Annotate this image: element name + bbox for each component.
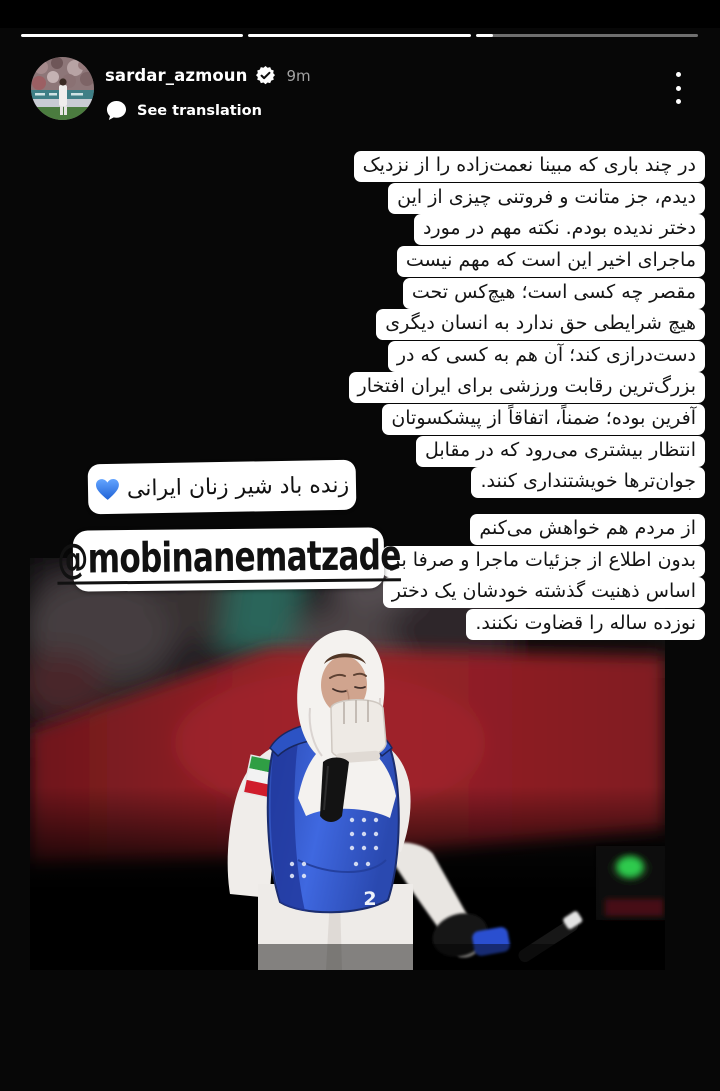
story-progress-bar (21, 34, 698, 37)
caption-paragraph-2 (382, 514, 705, 640)
mention-sticker-text: @mobinanematzade (57, 534, 401, 585)
caption-paragraph-1 (349, 151, 705, 499)
white-glove (331, 700, 386, 759)
caption-line-pill: آفرین بوده؛ ضمناً، اتفاقاً از پیشکسوتان (382, 404, 705, 435)
caption-line (382, 546, 705, 578)
caption-line-pill: دست‌درازی کند؛ آن هم به کسی که در (388, 341, 705, 372)
speech-bubble-icon (106, 100, 127, 121)
username[interactable]: sardar_azmoun (105, 66, 248, 85)
hogu-number: 2 (363, 888, 377, 910)
caption-line (466, 609, 705, 641)
caption-line (388, 183, 705, 215)
caption-line (388, 341, 705, 373)
caption-line-pill: نوزده ساله را قضاوت نکنند. (466, 609, 705, 640)
caption-line-pill: ماجرای اخیر این است که مهم نیست (397, 246, 705, 277)
caption-line (349, 372, 705, 404)
dot (676, 86, 681, 91)
dot (676, 99, 681, 104)
caption-line-pill: دختر ندیده بودم. نکته مهم در مورد (414, 214, 705, 245)
caption-line-pill: بدون اطلاع از جزئیات ماجرا و صرفا بر (382, 546, 705, 577)
progress-segment (248, 34, 470, 37)
caption-line-pill: جوان‌ترها خویشتنداری کنند. (471, 467, 705, 498)
scoreboard-lights (596, 846, 665, 920)
mention-sticker[interactable] (56, 527, 401, 591)
caption-line (470, 514, 705, 546)
caption-line (416, 435, 705, 467)
caption-line-pill: در چند باری که مبینا نعمت‌زاده را از نزدیک (354, 151, 705, 182)
verified-badge-icon (256, 66, 275, 85)
caption-line (471, 467, 705, 499)
caption-line-pill: اساس ذهنیت گذشته خودشان یک دختر (383, 577, 705, 608)
caption-line-pill: از مردم هم خواهش می‌کنم (470, 514, 705, 545)
progress-segment (476, 34, 698, 37)
caption-line (376, 309, 705, 341)
see-translation-label: See translation (137, 102, 262, 119)
story-timestamp: 9m (286, 66, 311, 85)
blue-heart-emoji (95, 477, 120, 500)
support-sticker-text: زنده باد شیر زنان ایرانی (126, 472, 350, 502)
dot (676, 72, 681, 77)
caption-line-pill: بزرگ‌ترین رقابت ورزشی برای ایران افتخار (349, 372, 705, 403)
caption-line (414, 214, 705, 246)
caption-line (354, 151, 705, 183)
progress-segment (21, 34, 243, 37)
more-options-button[interactable] (671, 72, 685, 104)
caption-line (403, 277, 705, 309)
caption-line (382, 404, 705, 436)
caption-line-pill: انتظار بیشتری می‌رود که در مقابل (416, 436, 705, 467)
support-text-sticker (88, 460, 357, 515)
see-translation-button[interactable] (106, 100, 262, 121)
caption-line-pill: مقصر چه کسی است؛ هیچ‌کس تحت (403, 278, 705, 309)
avatar[interactable] (31, 57, 94, 120)
avatar-photo (31, 57, 94, 120)
caption-line-pill: هیچ شرایطی حق ندارد به انسان دیگری (376, 309, 705, 340)
caption-line (397, 246, 705, 278)
caption-line (383, 577, 705, 609)
caption-line-pill: دیدم، جز متانت و فروتنی چیزی از این (388, 183, 705, 214)
